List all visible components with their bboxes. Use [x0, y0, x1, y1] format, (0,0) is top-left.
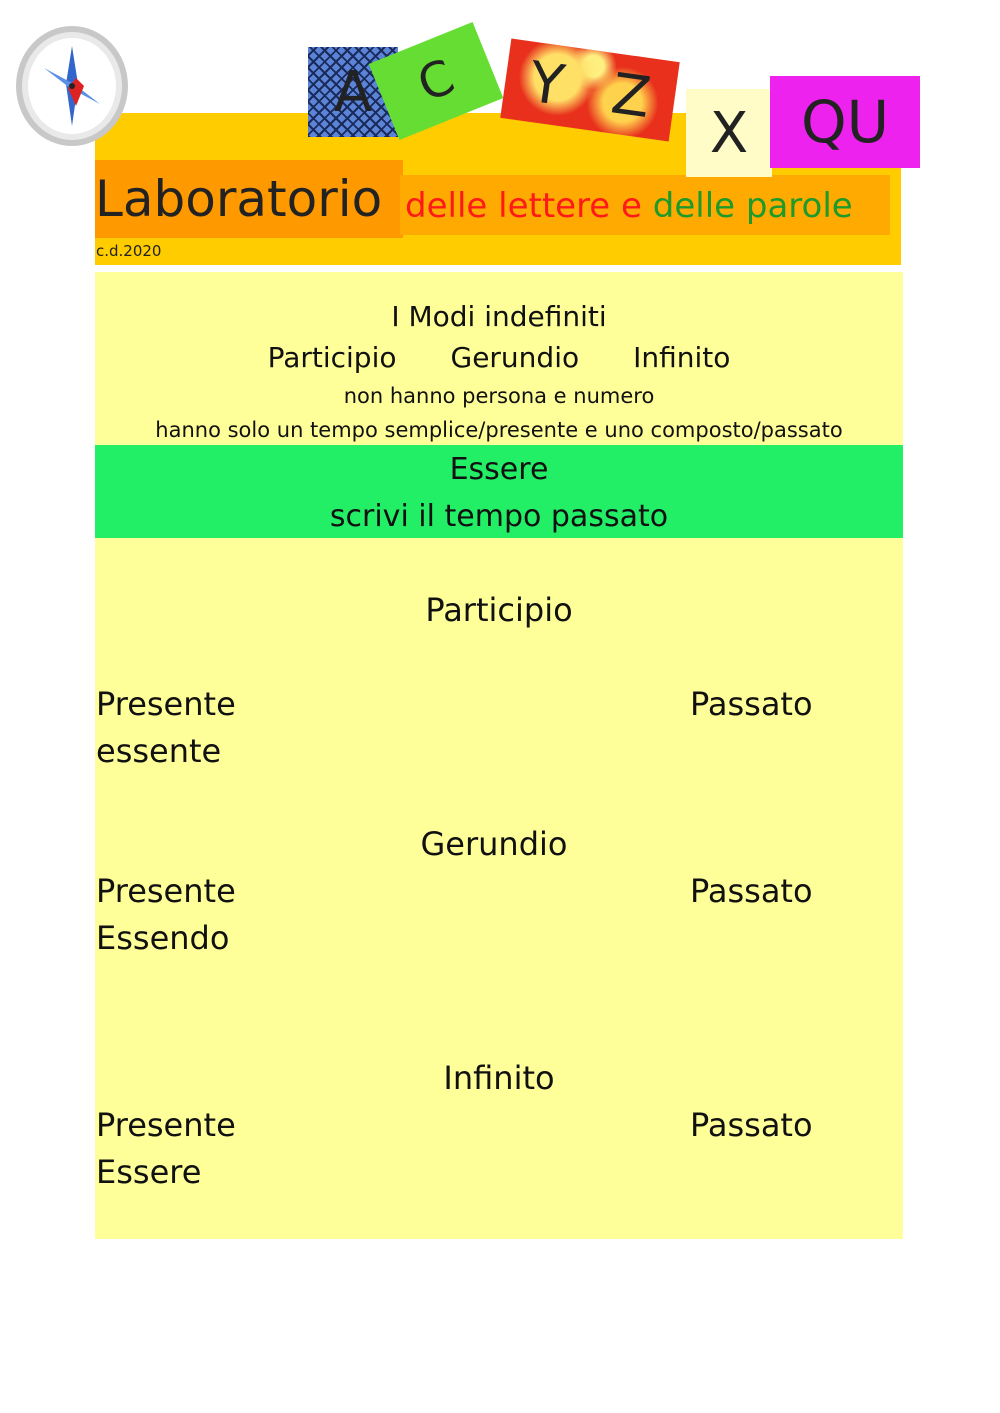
gerundio-past-label: Passato	[690, 872, 813, 910]
mode-infinito: Infinito	[633, 341, 731, 374]
task-instruction: scrivi il tempo passato	[329, 499, 669, 534]
infinito-present-label: Presente	[96, 1106, 236, 1144]
participio-past-label: Passato	[690, 685, 813, 723]
letter-tile-c: C	[369, 22, 504, 140]
gerundio-present-label: Presente	[96, 872, 236, 910]
subtitle-letters: delle lettere e	[405, 186, 642, 226]
letter-tile-a: A	[308, 47, 398, 137]
participio-present-value: essente	[96, 732, 222, 770]
participio-present-label: Presente	[96, 685, 236, 723]
letter-z: Z	[607, 60, 655, 131]
infinito-present-value: Essere	[96, 1153, 202, 1191]
compass-icon	[14, 24, 130, 148]
page-title: Laboratorio	[95, 170, 383, 228]
letter-y: Y	[525, 49, 569, 119]
letter-tile-qu: QU	[770, 76, 920, 168]
modes-list	[95, 341, 903, 374]
section-heading-infinito: Infinito	[443, 1059, 555, 1097]
mode-gerundio: Gerundio	[450, 341, 580, 374]
letter-tile-x: X	[686, 89, 772, 177]
intro-line-2: hanno solo un tempo semplice/presente e uno composto/passato	[155, 418, 843, 442]
gerundio-present-value: Essendo	[96, 919, 230, 957]
intro-line-1: non hanno persona e numero	[343, 384, 655, 408]
mode-participio: Participio	[267, 341, 397, 374]
subtitle-words: delle parole	[652, 186, 853, 226]
section-heading-participio: Participio	[425, 591, 573, 629]
intro-title: I Modi indefiniti	[391, 300, 607, 333]
task-verb: Essere	[449, 452, 549, 487]
credit-text: c.d.2020	[96, 242, 162, 260]
page-subtitle	[405, 186, 853, 226]
section-heading-gerundio: Gerundio	[420, 825, 568, 863]
infinito-past-label: Passato	[690, 1106, 813, 1144]
